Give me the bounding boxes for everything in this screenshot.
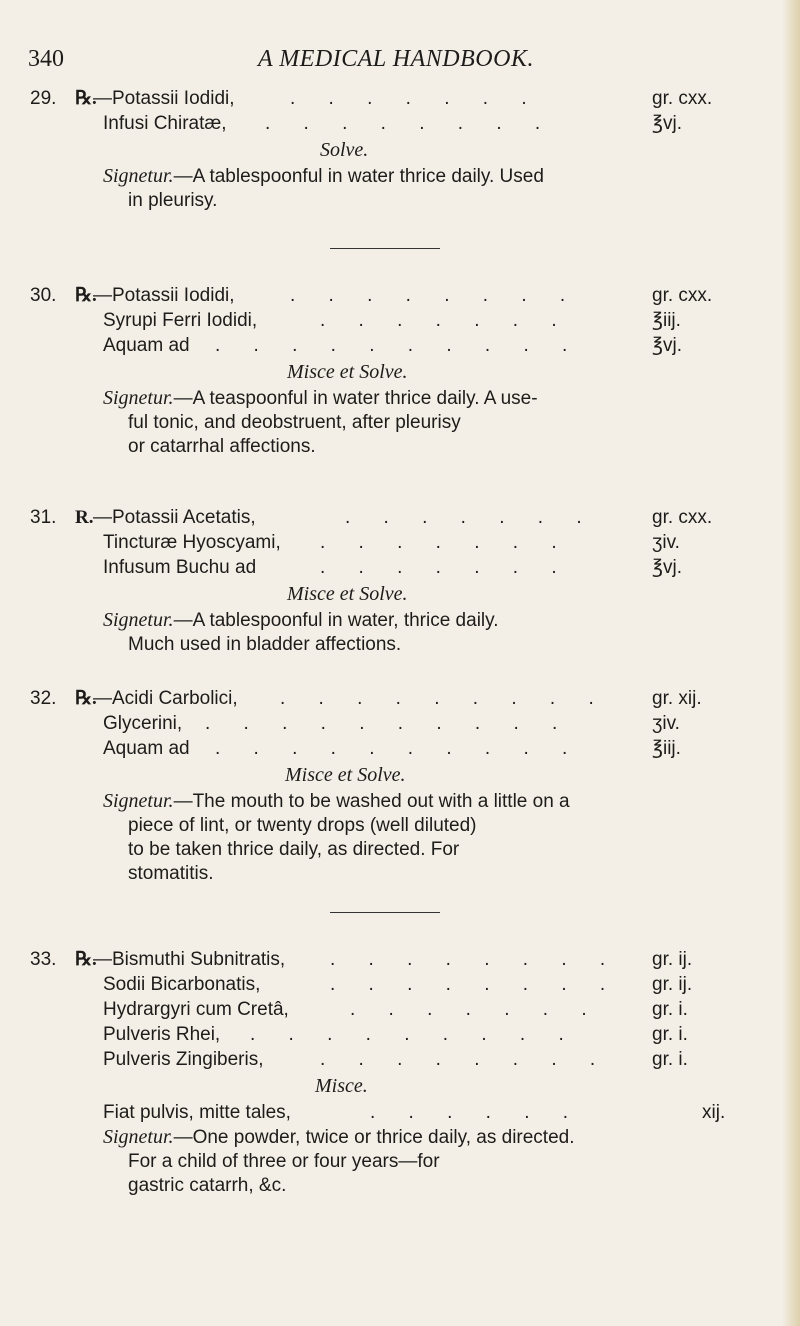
ingredient-name: —Acidi Carbolici, xyxy=(93,688,238,709)
signetur xyxy=(103,1125,763,1198)
ingredient-qty: gr. ij. xyxy=(652,949,693,970)
rx-symbol: R. xyxy=(75,507,94,528)
recipe-29 xyxy=(30,86,770,213)
ingredient-row: Glycerini, . . . . . . . . . . ʒiv. xyxy=(103,713,680,734)
ingredient-name: Pulveris Zingiberis, xyxy=(103,1049,264,1070)
ingredient-row: Fiat pulvis, mitte tales, . . . . . . xij. xyxy=(103,1102,726,1123)
signetur xyxy=(103,608,763,657)
recipe-number: 31. xyxy=(30,507,57,528)
directive: Misce et Solve. xyxy=(287,583,408,605)
ingredient-qty: gr. xij. xyxy=(652,688,702,709)
directive: Misce et Solve. xyxy=(285,764,406,786)
signetur-text: ful tonic, and deobstruent, after pleurisy xyxy=(128,412,461,433)
ingredient-name: Hydrargyri cum Cretâ, xyxy=(103,999,289,1020)
divider xyxy=(330,248,440,249)
ingredient-name: Aquam ad xyxy=(103,335,190,356)
ingredient-name: Pulveris Rhei, xyxy=(103,1024,221,1045)
ingredient-row: Aquam ad . . . . . . . . . . ℥vj. xyxy=(103,335,682,356)
signetur-text: —A tablespoonful in water, thrice daily. xyxy=(173,610,499,631)
signetur-text: stomatitis. xyxy=(128,863,214,884)
ingredient-name: Infusi Chiratæ, xyxy=(103,113,227,134)
recipe-number: 33. xyxy=(30,949,57,970)
ingredient-qty: gr. i. xyxy=(652,999,688,1020)
rx-symbol: ℞. xyxy=(75,949,97,970)
ingredient-name: Sodii Bicarbonatis, xyxy=(103,974,261,995)
directive: Misce et Solve. xyxy=(287,361,408,383)
page-number: 340 xyxy=(28,46,64,72)
ingredient-qty: xij. xyxy=(702,1102,726,1123)
signetur-label: Signetur. xyxy=(103,1126,174,1148)
signetur xyxy=(103,789,763,886)
signetur-label: Signetur. xyxy=(103,609,174,631)
recipe-31 xyxy=(30,505,770,657)
running-title: A MEDICAL HANDBOOK. xyxy=(258,46,534,72)
recipe-32 xyxy=(30,686,770,886)
ingredient-name: Syrupi Ferri Iodidi, xyxy=(103,310,258,331)
signetur-label: Signetur. xyxy=(103,790,174,812)
rx-symbol: ℞. xyxy=(75,285,97,306)
rx-symbol: ℞. xyxy=(75,688,97,709)
page-header xyxy=(28,46,760,76)
signetur-label: Signetur. xyxy=(103,165,174,187)
ingredient-qty: gr. cxx. xyxy=(652,507,713,528)
signetur-text: Much used in bladder affections. xyxy=(128,634,402,655)
ingredient-qty: ℥vj. xyxy=(652,113,682,134)
ingredient-row: Tincturæ Hyoscyami, . . . . . . . ʒiv. xyxy=(103,532,680,553)
divider xyxy=(330,912,440,913)
signetur xyxy=(103,164,763,213)
ingredient-row: Aquam ad . . . . . . . . . . ℥iij. xyxy=(103,738,681,759)
ingredient-name: —Potassii Iodidi, xyxy=(93,285,235,306)
recipe-number: 32. xyxy=(30,688,57,709)
signetur-text: —One powder, twice or thrice daily, as directed. xyxy=(173,1127,575,1148)
ingredient-qty: gr. i. xyxy=(652,1049,688,1070)
ingredient-row: Infusi Chiratæ, . . . . . . . . ℥vj. xyxy=(103,113,682,134)
ingredient-row: Pulveris Zingiberis, . . . . . . . . gr. i. xyxy=(103,1049,688,1070)
rx-symbol: ℞. xyxy=(75,88,97,109)
ingredient-qty: gr. cxx. xyxy=(652,88,713,109)
ingredient-qty: gr. i. xyxy=(652,1024,688,1045)
ingredient-row: Syrupi Ferri Iodidi, . . . . . . . ℥iij. xyxy=(103,310,681,331)
ingredient-name: Fiat pulvis, mitte tales, xyxy=(103,1102,291,1123)
signetur-text: —A tablespoonful in water thrice daily. Used xyxy=(173,166,544,187)
ingredient-row: 32. ℞. —Acidi Carbolici, . . . . . . . . . gr. xij. xyxy=(30,688,702,709)
ingredient-qty: gr. ij. xyxy=(652,974,693,995)
ingredient-row: Sodii Bicarbonatis, . . . . . . . . gr. ij. xyxy=(103,974,693,995)
recipe-33 xyxy=(30,947,770,1198)
directive: Misce. xyxy=(315,1075,368,1097)
recipe-number: 29. xyxy=(30,88,57,109)
ingredient-qty: ʒiv. xyxy=(652,532,680,553)
ingredient-row: 30. ℞. —Potassii Iodidi, . . . . . . . . gr. cxx. xyxy=(30,285,713,306)
recipe-30 xyxy=(30,283,770,459)
ingredient-name: Infusum Buchu ad xyxy=(103,557,257,578)
signetur-text: to be taken thrice daily, as directed. For xyxy=(128,839,460,860)
ingredient-name: —Bismuthi Subnitratis, xyxy=(93,949,286,970)
ingredient-qty: ℥vj. xyxy=(652,557,682,578)
ingredient-row: 31. R. —Potassii Acetatis, . . . . . . . gr. cxx. xyxy=(30,507,713,528)
ingredient-name: Glycerini, xyxy=(103,713,183,734)
page-edge xyxy=(782,0,800,1326)
ingredient-row: Infusum Buchu ad . . . . . . . ℥vj. xyxy=(103,557,682,578)
ingredient-qty: ʒiv. xyxy=(652,713,680,734)
ingredient-row: 33. ℞. —Bismuthi Subnitratis, . . . . . . . . gr. ij. xyxy=(30,949,693,970)
ingredient-row: Hydrargyri cum Cretâ, . . . . . . . gr. i. xyxy=(103,999,688,1020)
directive: Solve. xyxy=(320,139,369,161)
signetur-text: —A teaspoonful in water thrice daily. A use- xyxy=(173,388,538,409)
ingredient-qty: gr. cxx. xyxy=(652,285,713,306)
recipe-number: 30. xyxy=(30,285,57,306)
ingredient-name: —Potassii Iodidi, xyxy=(93,88,235,109)
signetur-text: For a child of three or four years—for xyxy=(128,1151,440,1172)
ingredient-row: Pulveris Rhei, . . . . . . . . . gr. i. xyxy=(103,1024,688,1045)
ingredient-qty: ℥iij. xyxy=(652,738,681,759)
ingredient-qty: ℥iij. xyxy=(652,310,681,331)
signetur-label: Signetur. xyxy=(103,387,174,409)
signetur-text: gastric catarrh, &c. xyxy=(128,1175,287,1196)
ingredient-name: Tincturæ Hyoscyami, xyxy=(103,532,281,553)
ingredient-qty: ℥vj. xyxy=(652,335,682,356)
signetur-text: —The mouth to be washed out with a little on a xyxy=(173,791,570,812)
ingredient-name: —Potassii Acetatis, xyxy=(93,507,256,528)
ingredient-row: 29. ℞. —Potassii Iodidi, . . . . . . . gr. cxx. xyxy=(30,88,713,109)
signetur-text: in pleurisy. xyxy=(128,190,218,211)
signetur-text: or catarrhal affections. xyxy=(128,436,316,457)
signetur xyxy=(103,386,763,459)
signetur-text: piece of lint, or twenty drops (well diluted) xyxy=(128,815,477,836)
ingredient-name: Aquam ad xyxy=(103,738,190,759)
